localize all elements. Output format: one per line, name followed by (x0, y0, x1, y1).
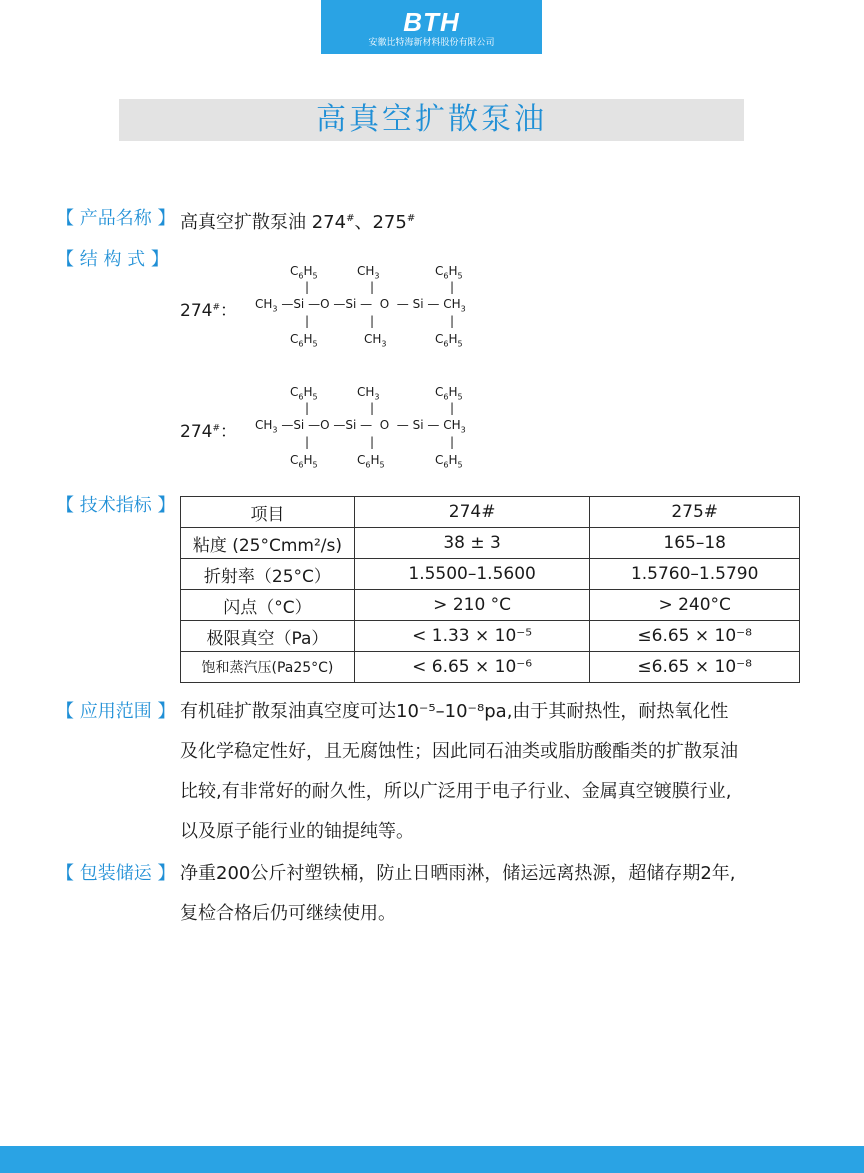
bond: | (305, 435, 310, 449)
bond: | (305, 280, 310, 294)
structure-formula-1 (180, 260, 540, 360)
formula-bottom-1: $C_6H_5$ (290, 453, 318, 470)
table-row (181, 559, 800, 590)
formula-bottom-2: $C_6H_5$ (357, 453, 385, 470)
formula-backbone: $CH_3$ —Si —O —Si — O — Si — $CH_3$ (255, 297, 466, 314)
application-text (180, 692, 805, 852)
bond: | (305, 314, 310, 328)
product-name-label: 【 产品名称 】 (56, 208, 176, 229)
title-bar (119, 99, 744, 141)
row-274: 38 ± 3 (354, 528, 589, 559)
packaging-line: 复检合格后仍可继续使用。 (180, 903, 396, 924)
application-line: 及化学稳定性好，且无腐蚀性；因此同石油类或脂肪酸酯类的扩散泵油 (180, 741, 738, 762)
formula-top-1: $C_6H_5$ (290, 385, 318, 402)
header-item: 项目 (181, 497, 355, 528)
formula-top-1: $C_6H_5$ (290, 264, 318, 281)
table-header-row (181, 497, 800, 528)
company-logo-banner (321, 0, 542, 54)
footer-bar (0, 1146, 864, 1173)
structure-label: 【 结 构 式 】 (56, 249, 169, 270)
bond: | (450, 280, 455, 294)
product-name-275: 、275 (354, 212, 407, 233)
bond: | (370, 280, 375, 294)
bond: | (305, 401, 310, 415)
formula-top-3: $C_6H_5$ (435, 385, 463, 402)
row-item: 饱和蒸汽压(Pa25°C) (181, 652, 355, 683)
formula-bottom-3: $C_6H_5$ (435, 453, 463, 470)
row-275: 165–18 (590, 528, 800, 559)
formula-bottom-2: $CH_3$ (364, 332, 387, 349)
formula-bottom-1: $C_6H_5$ (290, 332, 318, 349)
row-275: ≤6.65 × 10⁻⁸ (590, 652, 800, 683)
page-title: 高真空扩散泵油 (316, 102, 547, 137)
specs-label: 【 技术指标 】 (56, 495, 176, 516)
row-item: 闪点（°C） (181, 590, 355, 621)
bond: | (450, 435, 455, 449)
table-row (181, 528, 800, 559)
bond: | (450, 314, 455, 328)
application-line: 以及原子能行业的铀提纯等。 (180, 821, 414, 842)
bond: | (370, 401, 375, 415)
bond: | (370, 435, 375, 449)
packaging-label: 【 包装储运 】 (56, 863, 176, 884)
row-item: 折射率（25°C） (181, 559, 355, 590)
row-275: 1.5760–1.5790 (590, 559, 800, 590)
header-275: 275# (590, 497, 800, 528)
formula-caption: 274#： (180, 422, 237, 442)
row-item: 粘度 (25°Cmm²/s) (181, 528, 355, 559)
hash-mark: # (346, 213, 355, 224)
row-274: > 210 °C (354, 590, 589, 621)
application-line: 比较,有非常好的耐久性，所以广泛用于电子行业、金属真空镀膜行业, (180, 781, 732, 802)
row-274: < 1.33 × 10⁻⁵ (354, 621, 589, 652)
row-275: > 240°C (590, 590, 800, 621)
specs-table (180, 496, 800, 683)
formula-backbone: $CH_3$ —Si —O —Si — O — Si — $CH_3$ (255, 418, 466, 435)
bond: | (450, 401, 455, 415)
formula-caption: 274#： (180, 301, 237, 321)
row-item: 极限真空（Pa） (181, 621, 355, 652)
bth-logo: BTH (403, 7, 460, 37)
formula-top-3: $C_6H_5$ (435, 264, 463, 281)
row-274: 1.5500–1.5600 (354, 559, 589, 590)
hash-mark: # (406, 213, 416, 224)
row-274: < 6.65 × 10⁻⁶ (354, 652, 589, 683)
packaging-text (180, 854, 805, 934)
table-row (181, 590, 800, 621)
product-name-274: 高真空扩散泵油 274 (180, 212, 347, 233)
table-row (181, 652, 800, 683)
product-name-value (180, 207, 415, 235)
row-275: ≤6.65 × 10⁻⁸ (590, 621, 800, 652)
formula-top-2: $CH_3$ (357, 385, 380, 402)
header-274: 274# (354, 497, 589, 528)
formula-bottom-3: $C_6H_5$ (435, 332, 463, 349)
structure-formula-2 (180, 381, 540, 481)
packaging-line: 净重200公斤衬塑铁桶，防止日晒雨淋，储运远离热源，超储存期2年, (180, 863, 736, 884)
application-line: 有机硅扩散泵油真空度可达10⁻⁵–10⁻⁸pa,由于其耐热性，耐热氧化性 (180, 701, 729, 722)
company-name: 安徽比特海新材料股份有限公司 (368, 38, 495, 48)
application-label: 【 应用范围 】 (56, 701, 176, 722)
bond: | (370, 314, 375, 328)
table-row (181, 621, 800, 652)
formula-top-2: $CH_3$ (357, 264, 380, 281)
